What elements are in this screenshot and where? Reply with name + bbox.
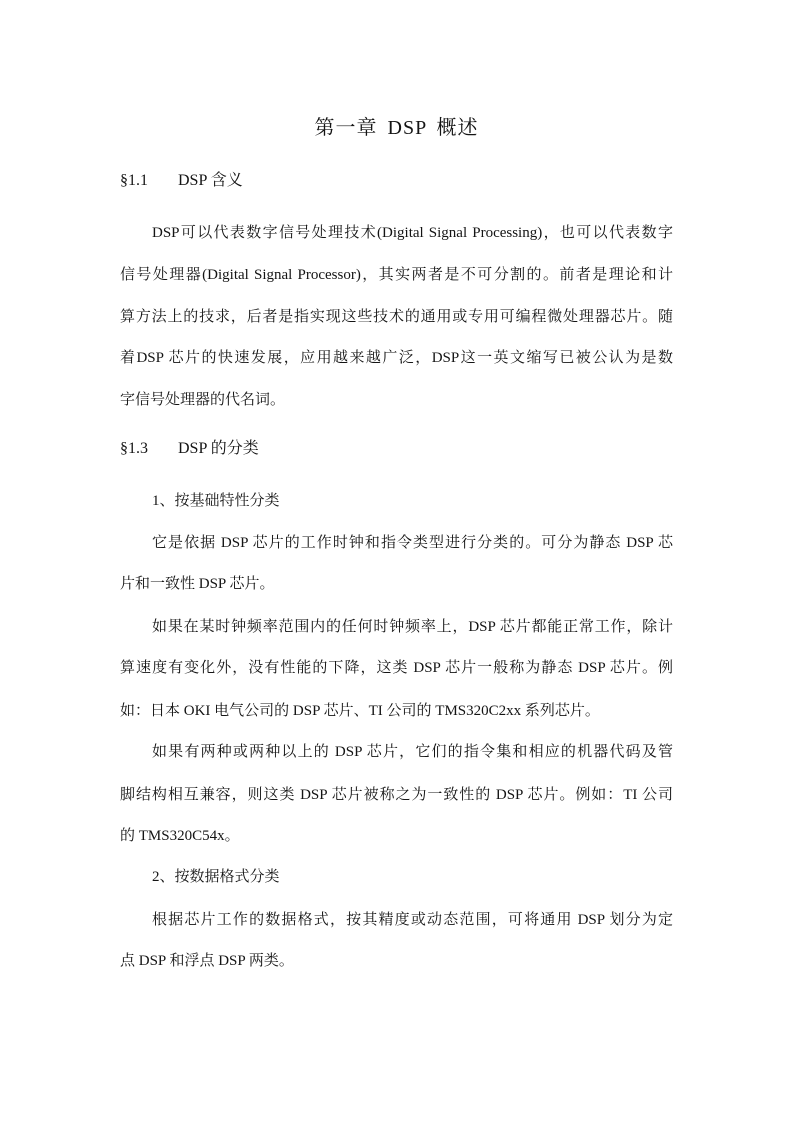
- section-number: §1.1: [120, 172, 148, 189]
- paragraph-line: 算方法上的技求，后者是指实现这些技术的通用或专用可编程微处理器芯片。随: [120, 309, 673, 325]
- section-title: DSP 含义: [178, 172, 243, 189]
- subheading-data-format: 2、按数据格式分类: [152, 869, 280, 885]
- paragraph-line: 信号处理器(Digital Signal Processor)，其实两者是不可分割的。前者是理论和计: [120, 267, 673, 283]
- subheading-basic-characteristics: 1、按基础特性分类: [152, 493, 280, 509]
- section-heading-1-1: [120, 171, 520, 191]
- paragraph-line: 点 DSP 和浮点 DSP 两类。: [120, 953, 294, 969]
- paragraph-line: DSP可以代表数字信号处理技术(Digital Signal Processing)，也可以代表数字: [152, 225, 673, 241]
- paragraph-line: 的 TMS320C54x。: [120, 828, 240, 844]
- paragraph-line: 片和一致性 DSP 芯片。: [120, 576, 275, 592]
- section-title: DSP 的分类: [178, 440, 259, 457]
- paragraph-line: 如果在某时钟频率范围内的任何时钟频率上，DSP 芯片都能正常工作，除计: [152, 619, 673, 635]
- chapter-title: 第一章 DSP 概述: [314, 117, 479, 139]
- paragraph-line: 根据芯片工作的数据格式，按其精度或动态范围，可将通用 DSP 划分为定: [152, 912, 673, 928]
- section-number: §1.3: [120, 440, 148, 457]
- paragraph-line: 如果有两种或两种以上的 DSP 芯片，它们的指令集和相应的机器代码及管: [152, 744, 673, 760]
- paragraph-line: 着DSP 芯片的快速发展，应用越来越广泛，DSP这一英文缩写已被公认为是数: [120, 350, 673, 366]
- paragraph-line: 算速度有变化外，没有性能的下降，这类 DSP 芯片一般称为静态 DSP 芯片。例: [120, 660, 673, 676]
- paragraph-line: 如：日本 OKI 电气公司的 DSP 芯片、TI 公司的 TMS320C2xx 系列芯片。: [120, 703, 600, 719]
- paragraph-line: 它是依据 DSP 芯片的工作时钟和指令类型进行分类的。可分为静态 DSP 芯: [152, 535, 673, 551]
- section-heading-1-3: [120, 439, 520, 459]
- paragraph-line: 脚结构相互兼容，则这类 DSP 芯片被称之为一致性的 DSP 芯片。例如：TI 公司: [120, 787, 673, 803]
- paragraph-line: 字信号处理器的代名词。: [120, 392, 286, 408]
